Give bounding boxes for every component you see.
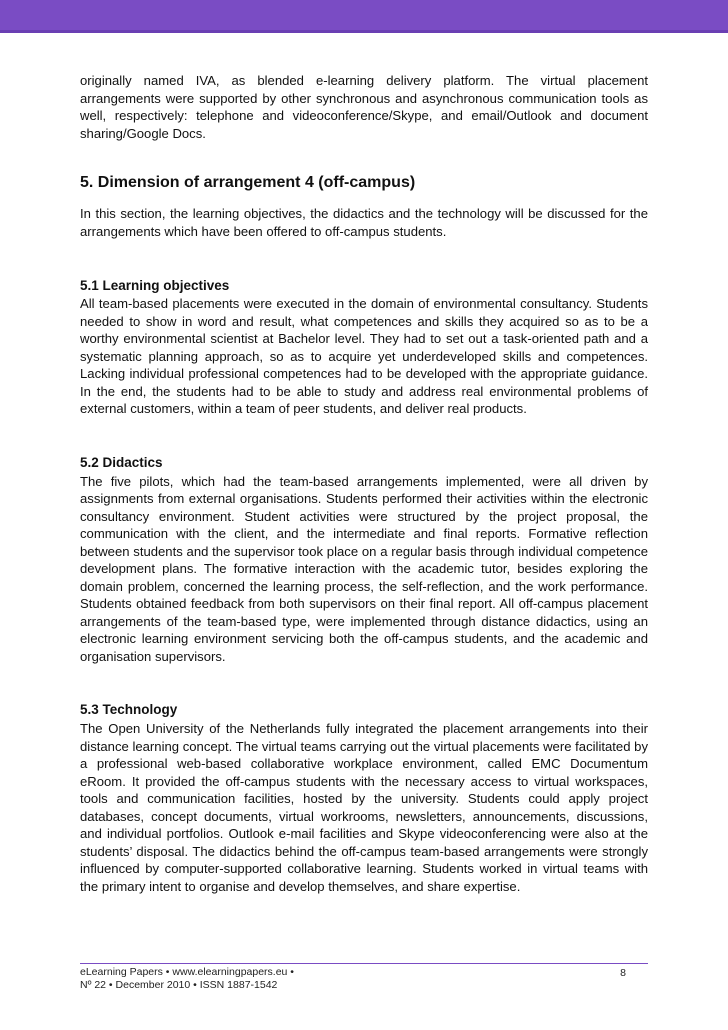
subsection-5-3-text: The Open University of the Netherlands fully integrated the placement arrangements into their distance learning concept. The virtual teams carrying out the virtual placements were facilitated by a professional web-based collaborative workplace environment, called EMC Documentum eRoom. It provided the off-campus students with the necessary access to virtual workspaces, tools and communication facilities, hosted by the university. Students could apply project databases, concept documents, virtual workrooms, newsletters, announcements, discussions, and individual portfolios. Outlook e-mail facilities and Skype videoconferencing were also at the students’ disposal. The didactics behind the off-campus team-based arrangements were strongly influenced by computer-supported collaborative learning. Students worked in virtual teams with the primary intent to organise and develop themselves, and share expertise. (80, 721, 648, 894)
page-number: 8 (620, 967, 626, 979)
subsection-5-1-text: All team-based placements were executed in the domain of environmental consultancy. Students needed to show in word and result, what competences and skills they acquired so as to be a worthy environmental scientist at Bachelor level. They had to set out a task-oriented path and a systematic planning approach, so as to acquire yet underdeveloped skills and competences. Lacking individual professional competences had to be developed with the appropriate guidance. In the end, the students had to be able to study and address real environmental problems of external customers, within a team of peer students, and deliver real products. (80, 296, 648, 416)
header-bar-shade (0, 30, 728, 33)
subsection-5-2-heading: 5.2 Didactics (80, 454, 163, 470)
subsection-5-3-heading: 5.3 Technology (80, 702, 178, 717)
header-bar (0, 0, 728, 33)
intro-paragraph: originally named IVA, as blended e-learning delivery platform. The virtual placement arrangements were supported by other synchronous and asynchronous communication tools as well, respectively: telephone and videoconference/Skype, and email/Outlook and document sharing/Google Docs. (80, 73, 648, 141)
subsection-5-1-heading: 5.1 Learning objectives (80, 278, 230, 293)
footer-issue-line: Nº 22 • December 2010 • ISSN 1887-1542 (80, 979, 278, 991)
page-content (80, 72, 648, 895)
section-5-intro: In this section, the learning objectives, the didactics and the technology will be discussed for the arrangements which have been offered to off-campus students. (80, 206, 648, 239)
subsection-5-2-text: The five pilots, which had the team-based arrangements implemented, were all driven by assignments from external organisations. Students performed their activities within the electronic consultancy environment. Student activities were structured by the project proposal, the communication with the client, and the intermediate and final reports. Formative reflection between students and the supervisor took place on a regular basis through individual competence development plans. The formative interaction with the academic tutor, besides exploring the domain problem, concerned the learning process, the self-reflection, and the work performance. Students obtained feedback from both supervisors on their final report. All off-campus placement arrangements of the team-based type, were implemented through distance didactics, using an electronic learning environment servicing both the off-campus students, and the academic and organisation supervisors. (80, 473, 648, 664)
page-footer (80, 963, 648, 992)
footer-publication-line: eLearning Papers • www.elearningpapers.eu • (80, 966, 294, 978)
section-5-heading: 5. Dimension of arrangement 4 (off-campus) (80, 174, 416, 191)
